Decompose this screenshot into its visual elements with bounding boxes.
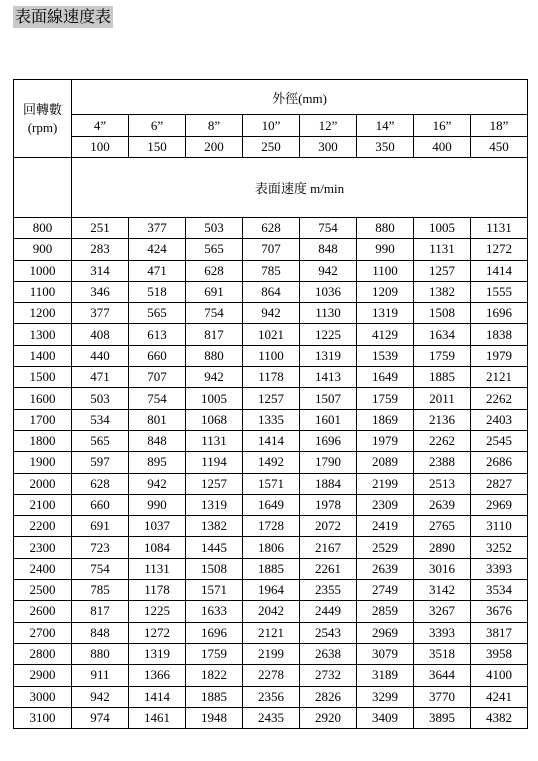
speed-value-cell: 754 [72,558,129,579]
speed-value-cell: 1319 [129,643,186,664]
speed-value-cell: 1382 [414,281,471,302]
speed-value-cell: 880 [186,345,243,366]
table-row [14,303,528,324]
rpm-cell: 2100 [14,494,72,515]
speed-value-cell: 3393 [414,622,471,643]
speed-value-cell: 565 [129,303,186,324]
speed-value-cell: 3518 [414,643,471,664]
speed-value-cell: 3252 [471,537,528,558]
speed-value-cell: 424 [129,239,186,260]
inch-size-cell: 4” [72,115,129,137]
mm-size-cell: 450 [471,137,528,158]
speed-value-cell: 2545 [471,430,528,451]
speed-value-cell: 1319 [300,345,357,366]
speed-value-cell: 942 [129,473,186,494]
rpm-cell: 2900 [14,665,72,686]
speed-value-cell: 754 [300,218,357,239]
table-row [14,580,528,601]
mm-size-cell: 300 [300,137,357,158]
table-row [14,516,528,537]
speed-value-cell: 314 [72,260,129,281]
table-row [14,558,528,579]
speed-value-cell: 1131 [414,239,471,260]
speed-value-cell: 1068 [186,409,243,430]
mm-size-cell: 400 [414,137,471,158]
speed-value-cell: 4129 [357,324,414,345]
table-row [14,665,528,686]
speed-value-cell: 3079 [357,643,414,664]
speed-value-cell: 1100 [243,345,300,366]
table-row [14,686,528,707]
mm-size-row [14,137,528,158]
speed-value-cell: 597 [72,452,129,473]
speed-value-cell: 1225 [300,324,357,345]
rpm-cell: 1700 [14,409,72,430]
speed-value-cell: 3895 [414,707,471,728]
rpm-cell: 800 [14,218,72,239]
rpm-header-label: 回轉數 [22,102,62,118]
rpm-cell: 1600 [14,388,72,409]
speed-value-cell: 1885 [414,367,471,388]
speed-value-cell: 3534 [471,580,528,601]
speed-value-cell: 1178 [243,367,300,388]
speed-value-cell: 895 [129,452,186,473]
speed-value-cell: 2042 [243,601,300,622]
inch-size-cell: 18” [471,115,528,137]
speed-value-cell: 3770 [414,686,471,707]
table-row [14,388,528,409]
speed-value-cell: 377 [72,303,129,324]
rpm-cell: 1900 [14,452,72,473]
speed-value-cell: 1461 [129,707,186,728]
speed-value-cell: 440 [72,345,129,366]
speed-value-cell: 1555 [471,281,528,302]
rpm-cell: 2600 [14,601,72,622]
speed-value-cell: 2969 [357,622,414,643]
speed-value-cell: 3016 [414,558,471,579]
speed-value-cell: 1131 [129,558,186,579]
rpm-header [14,80,72,158]
mm-size-cell: 350 [357,137,414,158]
speed-header [72,158,528,218]
speed-value-cell: 2403 [471,409,528,430]
rpm-cell: 3000 [14,686,72,707]
speed-value-cell: 2969 [471,494,528,515]
rpm-cell: 900 [14,239,72,260]
speed-value-cell: 911 [72,665,129,686]
mm-size-cell: 100 [72,137,129,158]
speed-value-cell: 1194 [186,452,243,473]
page-title: 表面線速度表 [15,7,112,26]
speed-value-cell: 2136 [414,409,471,430]
speed-value-cell: 1806 [243,537,300,558]
speed-value-cell: 1696 [300,430,357,451]
speed-value-cell: 2826 [300,686,357,707]
speed-value-cell: 565 [72,430,129,451]
speed-value-cell: 1005 [186,388,243,409]
speed-value-cell: 2011 [414,388,471,409]
speed-value-cell: 1225 [129,601,186,622]
table-row [14,622,528,643]
speed-value-cell: 2513 [414,473,471,494]
table-row [14,430,528,451]
speed-value-cell: 942 [72,686,129,707]
speed-value-cell: 1021 [243,324,300,345]
speed-value-cell: 707 [129,367,186,388]
speed-value-cell: 1036 [300,281,357,302]
speed-value-cell: 1634 [414,324,471,345]
speed-value-cell: 503 [186,218,243,239]
speed-value-cell: 2890 [414,537,471,558]
table-row [14,367,528,388]
speed-value-cell: 660 [129,345,186,366]
speed-value-cell: 848 [300,239,357,260]
table-row [14,473,528,494]
table-row [14,324,528,345]
speed-value-cell: 613 [129,324,186,345]
speed-value-cell: 1414 [243,430,300,451]
speed-value-cell: 2638 [300,643,357,664]
speed-value-cell: 864 [243,281,300,302]
table-row [14,281,528,302]
diameter-header-unit: (mm) [298,90,327,106]
speed-value-cell: 1131 [471,218,528,239]
speed-value-cell: 1100 [357,260,414,281]
speed-value-cell: 2749 [357,580,414,601]
speed-value-cell: 408 [72,324,129,345]
speed-value-cell: 1759 [357,388,414,409]
speed-value-cell: 2435 [243,707,300,728]
speed-value-cell: 691 [72,516,129,537]
table-row [14,239,528,260]
speed-value-cell: 4241 [471,686,528,707]
speed-value-cell: 518 [129,281,186,302]
speed-value-cell: 2199 [357,473,414,494]
speed-value-cell: 817 [186,324,243,345]
speed-value-cell: 785 [243,260,300,281]
speed-value-cell: 2388 [414,452,471,473]
speed-value-cell: 1131 [186,430,243,451]
speed-value-cell: 2262 [471,388,528,409]
speed-value-cell: 1508 [414,303,471,324]
speed-value-cell: 1696 [471,303,528,324]
speed-value-cell: 1601 [300,409,357,430]
rpm-cell: 2300 [14,537,72,558]
speed-value-cell: 534 [72,409,129,430]
speed-value-cell: 346 [72,281,129,302]
speed-value-cell: 1539 [357,345,414,366]
speed-value-cell: 2419 [357,516,414,537]
speed-value-cell: 1948 [186,707,243,728]
blank-corner-cell [14,158,72,218]
speed-value-cell: 1319 [186,494,243,515]
speed-value-cell: 707 [243,239,300,260]
speed-value-cell: 2859 [357,601,414,622]
speed-value-cell: 1978 [300,494,357,515]
speed-value-cell: 2529 [357,537,414,558]
speed-value-cell: 2278 [243,665,300,686]
speed-value-cell: 1884 [300,473,357,494]
table-row [14,452,528,473]
speed-value-cell: 1869 [357,409,414,430]
speed-value-cell: 2121 [243,622,300,643]
speed-header-unit: m/min [306,181,345,196]
rpm-cell: 3100 [14,707,72,728]
rpm-cell: 2200 [14,516,72,537]
speed-value-cell: 3817 [471,622,528,643]
rpm-cell: 1000 [14,260,72,281]
speed-value-cell: 2449 [300,601,357,622]
table-row [14,345,528,366]
diameter-header [72,80,528,115]
rpm-cell: 1400 [14,345,72,366]
speed-value-cell: 2121 [471,367,528,388]
inch-size-row [14,115,528,137]
speed-value-cell: 1257 [186,473,243,494]
speed-value-cell: 2356 [243,686,300,707]
speed-value-cell: 1728 [243,516,300,537]
speed-value-cell: 2089 [357,452,414,473]
speed-value-cell: 1508 [186,558,243,579]
speed-value-cell: 1979 [357,430,414,451]
speed-value-cell: 990 [129,494,186,515]
speed-value-cell: 880 [357,218,414,239]
speed-value-cell: 942 [300,260,357,281]
speed-value-cell: 1696 [186,622,243,643]
speed-value-cell: 3110 [471,516,528,537]
rpm-cell: 1800 [14,430,72,451]
speed-value-cell: 2309 [357,494,414,515]
speed-value-cell: 2199 [243,643,300,664]
speed-value-cell: 2827 [471,473,528,494]
speed-value-cell: 1822 [186,665,243,686]
speed-value-cell: 1759 [186,643,243,664]
table-row [14,601,528,622]
speed-value-cell: 4382 [471,707,528,728]
speed-value-cell: 754 [186,303,243,324]
speed-value-cell: 471 [72,367,129,388]
speed-value-cell: 471 [129,260,186,281]
speed-value-cell: 660 [72,494,129,515]
speed-value-cell: 1178 [129,580,186,601]
table-row [14,494,528,515]
speed-value-cell: 3267 [414,601,471,622]
speed-value-cell: 691 [186,281,243,302]
mm-size-cell: 150 [129,137,186,158]
speed-value-cell: 1130 [300,303,357,324]
speed-value-cell: 3299 [357,686,414,707]
rpm-cell: 2500 [14,580,72,601]
speed-value-cell: 848 [129,430,186,451]
speed-value-cell: 2261 [300,558,357,579]
table-row [14,409,528,430]
speed-value-cell: 3676 [471,601,528,622]
speed-value-cell: 2262 [414,430,471,451]
speed-value-cell: 974 [72,707,129,728]
speed-value-cell: 942 [186,367,243,388]
rpm-header-unit: (rpm) [27,119,58,135]
surface-speed-table [13,79,528,729]
speed-value-cell: 1257 [414,260,471,281]
rpm-cell: 1300 [14,324,72,345]
speed-value-cell: 1649 [243,494,300,515]
speed-header-label: 表面速度 [254,182,307,197]
speed-value-cell: 1209 [357,281,414,302]
speed-value-cell: 1885 [243,558,300,579]
speed-value-cell: 2686 [471,452,528,473]
speed-value-cell: 3142 [414,580,471,601]
speed-value-cell: 880 [72,643,129,664]
rpm-cell: 1200 [14,303,72,324]
speed-value-cell: 1507 [300,388,357,409]
speed-value-cell: 2920 [300,707,357,728]
rpm-cell: 2000 [14,473,72,494]
rpm-cell: 1500 [14,367,72,388]
rpm-cell: 2400 [14,558,72,579]
speed-value-cell: 2355 [300,580,357,601]
speed-value-cell: 2639 [357,558,414,579]
speed-value-cell: 2543 [300,622,357,643]
table-row [14,537,528,558]
speed-value-cell: 990 [357,239,414,260]
speed-value-cell: 3189 [357,665,414,686]
speed-value-cell: 942 [243,303,300,324]
speed-value-cell: 848 [72,622,129,643]
speed-value-cell: 628 [186,260,243,281]
mm-size-cell: 250 [243,137,300,158]
speed-value-cell: 3644 [414,665,471,686]
speed-value-cell: 1571 [243,473,300,494]
inch-size-cell: 14” [357,115,414,137]
speed-value-cell: 1413 [300,367,357,388]
speed-value-cell: 1885 [186,686,243,707]
speed-value-cell: 754 [129,388,186,409]
speed-value-cell: 3393 [471,558,528,579]
speed-value-cell: 1649 [357,367,414,388]
speed-value-cell: 785 [72,580,129,601]
mm-size-cell: 200 [186,137,243,158]
speed-value-cell: 817 [72,601,129,622]
speed-value-cell: 3409 [357,707,414,728]
speed-value-cell: 1633 [186,601,243,622]
speed-value-cell: 1319 [357,303,414,324]
speed-value-cell: 503 [72,388,129,409]
speed-value-cell: 1964 [243,580,300,601]
speed-value-cell: 1005 [414,218,471,239]
diameter-header-label: 外徑 [272,91,299,107]
speed-value-cell: 1979 [471,345,528,366]
speed-value-cell: 2072 [300,516,357,537]
speed-value-cell: 1492 [243,452,300,473]
speed-value-cell: 1790 [300,452,357,473]
speed-value-cell: 1445 [186,537,243,558]
speed-value-cell: 283 [72,239,129,260]
speed-value-cell: 1335 [243,409,300,430]
speed-value-cell: 1759 [414,345,471,366]
speed-value-cell: 4100 [471,665,528,686]
speed-value-cell: 1838 [471,324,528,345]
speed-value-cell: 1382 [186,516,243,537]
rpm-cell: 2700 [14,622,72,643]
inch-size-cell: 16” [414,115,471,137]
speed-value-cell: 1084 [129,537,186,558]
speed-value-cell: 2639 [414,494,471,515]
speed-value-cell: 251 [72,218,129,239]
speed-value-cell: 1272 [129,622,186,643]
speed-value-cell: 1571 [186,580,243,601]
speed-value-cell: 2732 [300,665,357,686]
table-row [14,643,528,664]
speed-value-cell: 565 [186,239,243,260]
speed-value-cell: 3958 [471,643,528,664]
inch-size-cell: 10” [243,115,300,137]
speed-value-cell: 2167 [300,537,357,558]
speed-value-cell: 628 [72,473,129,494]
table-row [14,707,528,728]
speed-value-cell: 628 [243,218,300,239]
speed-value-cell: 1414 [129,686,186,707]
inch-size-cell: 8” [186,115,243,137]
table-row [14,260,528,281]
speed-value-cell: 723 [72,537,129,558]
inch-size-cell: 6” [129,115,186,137]
inch-size-cell: 12” [300,115,357,137]
speed-value-cell: 1272 [471,239,528,260]
speed-value-cell: 1366 [129,665,186,686]
rpm-cell: 2800 [14,643,72,664]
speed-value-cell: 801 [129,409,186,430]
speed-value-cell: 1257 [243,388,300,409]
speed-value-cell: 377 [129,218,186,239]
rpm-cell: 1100 [14,281,72,302]
speed-value-cell: 1414 [471,260,528,281]
speed-value-cell: 1037 [129,516,186,537]
table-row [14,218,528,239]
speed-value-cell: 2765 [414,516,471,537]
